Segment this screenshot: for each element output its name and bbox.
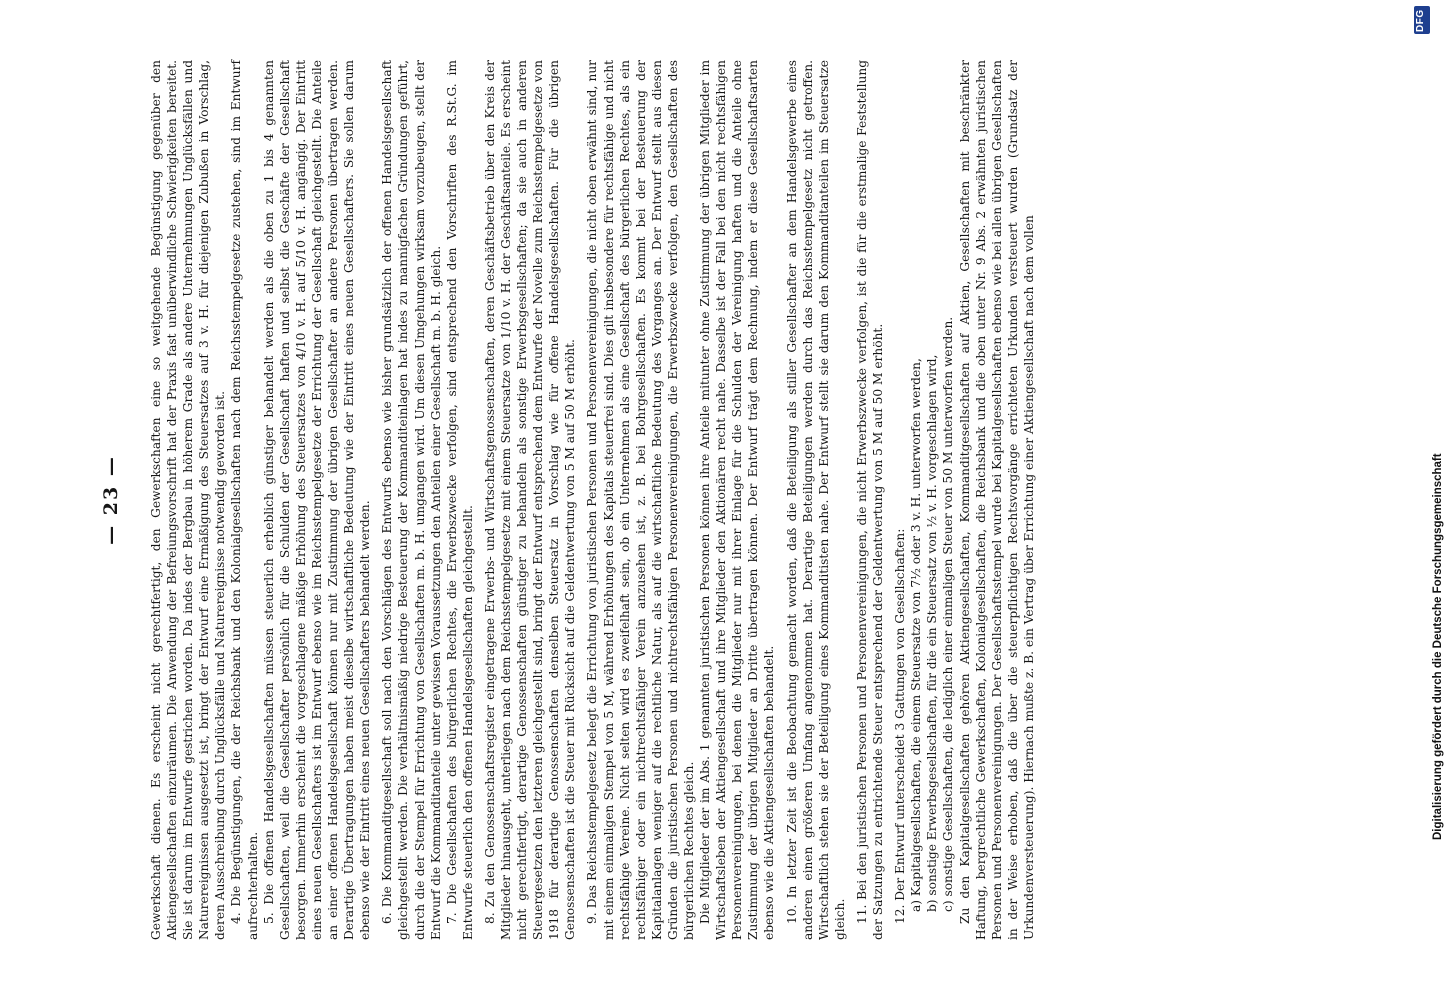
list-item-c: c) sonstige Gesellschaften, die lediglich einer einmaligen Steuer von 50 M unterworfen werden. bbox=[941, 316, 956, 912]
digitization-notice: Digitalisierung gefördert durch die Deutsche Forschungsgemeinschaft bbox=[1432, 453, 1444, 840]
paragraph-1: Gewerkschaft dienen. Es erscheint nicht gerechtfertigt, den Gewerkschaften eine so weitgehende Begünstigung gegenüber den Aktiengesellschaften einzuräumen. Die Anwendung der Befreiungsvorschrift hat der Praxis fast unüberwindliche Schwierigkeiten bereitet. Sie ist darum im Entwurfe gestrichen worden. Da indes der Bergbau in höherem Grade als andere Unternehmungen Unglücksfällen und Naturereignissen ausgesetzt ist, bringt der Entwurf eine Ermäßigung des Steuersatzes auf 3 v. H. für diejenigen Zubußen in Vorschlag, deren Ausschreibung durch Unglücksfälle und Naturereignisse notwendig geworden ist. bbox=[149, 60, 228, 940]
dfg-logo bbox=[1414, 6, 1430, 34]
paragraph-9: 10. In letzter Zeit ist die Beobachtung gemacht worden, daß die Beteiligung als stiller Gesellschafter an dem Handelsgewerbe eines anderen einen größeren Umfang angenommen hat. Derartige Beteiligungen werden durch das Reichsstempelgesetz nicht getroffen. Wirtschaftlich stehen sie der Beteiligung eines Kommanditisten nahe. Der Entwurf stellt sie darum den Kommanditanteilen im Steuersatze gleich. bbox=[784, 60, 847, 940]
paragraph-12: Zu den Kapitalgesellschaften gehören Aktiengesellschaften, Kommanditgesellschaften auf Aktien, Gesellschaften mit beschränkter Haftung, bergrechtliche Gewerkschaften, Kolonialgesellschaften, die Reichsbank und die oben unter Nr. 9 Abs. 2 erwähnten juristischen Personen und Personenvereinigungen. Der Gesellschaftsstempel wurde bei Kapitalgesellschaften ebenso wie bei allen übrigen Gesellschaften in der Weise erhoben, daß die über die steuerpflichtigen Rechtsvorgänge errichteten Urkunden versteuert wurden (Grundsatz der Urkundenversteuerung). Hiernach mußte z. B. ein Vertrag über Errichtung einer Aktiengesellschaft nach dem vollen bbox=[957, 60, 1036, 940]
body-text bbox=[148, 60, 1037, 940]
dfg-logo-text: DFG bbox=[1415, 9, 1426, 32]
list-item-b: b) sonstige Erwerbsgesellschaften, für die ein Steuersatz von ½ v. H. vorgeschlagen wird, bbox=[925, 354, 940, 912]
paragraph-6: 8. Zu den Genossenschaftsregister eingetragene Erwerbs- und Wirtschaftsgenossenschaften, deren Geschäftsbetrieb über den Kreis der Mitglieder hinausgeht, unterliegen nach dem Reichsstempelgesetze mit einem Steuersatze von 1/10 v. H. der Geschäftsanteile. Es erscheint nicht gerechtfertigt, derartige Genossenschaften günstiger zu behandeln als sonstige Erwerbsgesellschaften; da sie auch in anderen Steuergesetzen den letzteren gleichgestellt sind, bringt der Entwurf entsprechend dem Entwurfe der Novelle zum Reichsstempelgesetze von 1918 für derartige Genossenschaften denselben Steuersatz in Vorschlag wie für offene Handelsgesellschaften. Für die übrigen Genossenschaften ist die Steuer mit Rücksicht auf die Geldentwertung von 5 M auf 50 M erhöht. bbox=[482, 60, 578, 940]
paragraph-2: 4. Die Begünstigungen, die der Reichsbank und den Kolonialgesellschaften nach dem Reichsstempelgesetze zustehen, sind im Entwurf aufrechterhalten. bbox=[229, 60, 260, 940]
rotated-page bbox=[100, 60, 1290, 940]
paragraph-3: 5. Die offenen Handelsgesellschaften müssen steuerlich erheblich günstiger behandelt werden als die oben zu 1 bis 4 genannten Gesellschaften, weil die Gesellschafter persönlich für die Schulden der Gesellschaft haften und selbst die Geschäfte der Gesellschaft besorgen. Immerhin erscheint die vorgeschlagene mäßige Erhöhung des Steuersatzes von 4/10 v. H. auf 5/10 v. H. angängig. Der Eintritt eines neuen Gesellschafters ist im Entwurf ebenso wie im Reichsstempelgesetze der Errichtung der Gesellschaft gleichgestellt. Die Anteile an einer offenen Handelsgesellschaft können nur mit Zustimmung der übrigen Gesellschafter an andere Personen übertragen werden. Derartige Übertragungen haben meist dieselbe wirtschaftliche Bedeutung wie der Eintritt eines neuen Gesellschafters. Sie sollen darum ebenso wie der Eintritt eines neuen Gesellschafters behandelt werden. bbox=[261, 60, 373, 940]
paragraph-8: Die Mitglieder der im Abs. 1 genannten juristischen Personen können ihre Anteile mitunter ohne Zustimmung der übrigen Mitglieder im Wirtschaftsleben der Aktiengesellschaft und ihre Mitglieder den Aktionären recht nahe. Dasselbe ist der Fall bei den nicht rechtsfähigen Personenvereinigungen, bei denen die Mitglieder nur mit ihrer Einlage für die Schulden der Vereinigung haften und die Anteile ohne Zustimmung der übrigen Mitglieder an Dritte übertragen können. Der Entwurf trägt dem Rechnung, indem er diese Gesellschaftsarten ebenso wie die Aktiengesellschaften behandelt. bbox=[698, 60, 777, 940]
paragraph-4: 6. Die Kommanditgesellschaft soll nach den Vorschlägen des Entwurfs ebenso wie bisher grundsätzlich der offenen Handelsgesellschaft gleichgestellt werden. Die verhältnismäßig niedrige Besteuerung der Kommanditeinlagen hat indes zu mannigfachen Gründungen geführt, durch die der Stempel für Errichtung von Gesellschaften m. b. H. umgangen wird. Um diesen Umgehungen wirksam vorzubeugen, stellt der Entwurf die Kommanditanteile unter gewissen Voraussetzungen den Anteilen einer Gesellschaft m. b. H. gleich. bbox=[380, 60, 443, 940]
paragraph-7: 9. Das Reichsstempelgesetz belegt die Errichtung von juristischen Personen und Personenvereinigungen, die nicht oben erwähnt sind, nur mit einem einmaligen Stempel von 5 M, während Erhöhungen des Kapitals steuerfrei sind. Dies gilt insbesondere für rechtsfähige und nicht rechtsfähige Vereine. Nicht selten wird es zweifelhaft sein, ob ein Unternehmen als eine Gesellschaft des bürgerlichen Rechtes, als ein rechtsfähiger oder ein nichtrechtsfähiger Verein anzusehen ist, z. B. bei Bohrgesellschaften. Es kommt bei der Besteuerung der Kapitalanlagen weniger auf die rechtliche Natur, als auf die wirtschaftliche Bedeutung des Vorganges an. Der Entwurf stellt aus diesen Gründen die juristischen Personen und nichtrechtsfähigen Personenvereinigungen, die Erwerbszwecke verfolgen, den Gesellschaften des bürgerlichen Rechtes gleich. bbox=[585, 60, 696, 940]
paragraph-11: 12. Der Entwurf unterscheidet 3 Gattungen von Gesellschaften: bbox=[893, 528, 908, 924]
page-number: — 23 — bbox=[100, 455, 122, 545]
paragraph-10: 11. Bei den juristischen Personen und Personenvereinigungen, die nicht Erwerbszwecke verfolgen, ist die für die erstmalige Feststellung der Satzungen zu entrichtende Steuer entsprechend der Geldentwertung von 5 M auf 50 M erhöht. bbox=[854, 60, 886, 940]
list-item-a: a) Kapitalgesellschaften, die einem Steuersatze von 7½ oder 3 v. H. unterworfen werden, bbox=[909, 358, 924, 912]
paragraph-5: 7. Die Gesellschaften des bürgerlichen Rechtes, die Erwerbszwecke verfolgen, sind entsprechend den Vorschriften des R.St.G. im Entwurfe steuerlich den offenen Handelsgesellschaften gleichgestellt. bbox=[444, 60, 475, 940]
